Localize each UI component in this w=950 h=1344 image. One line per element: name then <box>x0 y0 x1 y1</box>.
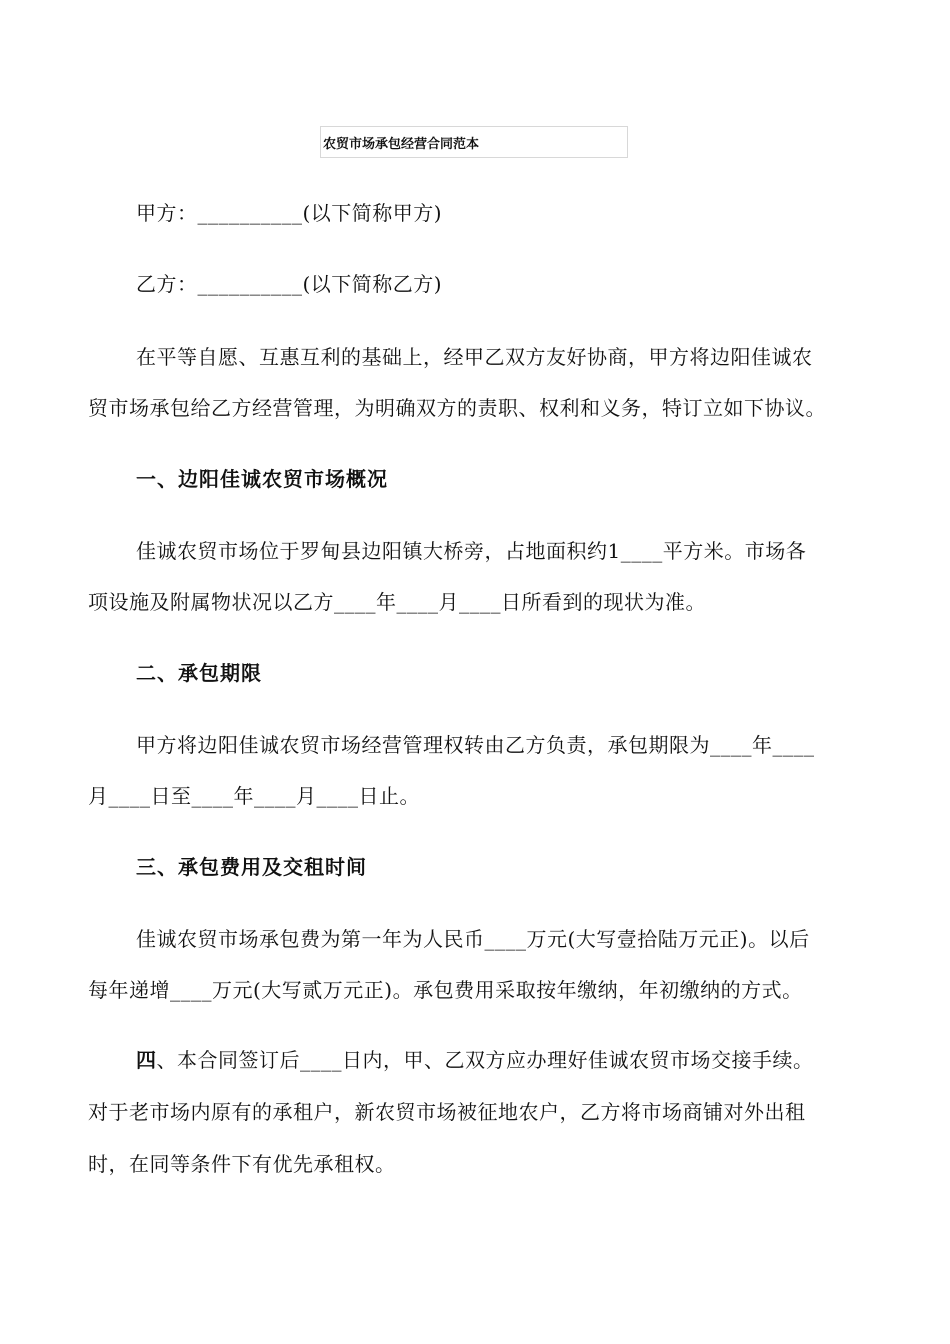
intro-line-2: 贸市场承包给乙方经营管理，为明确双方的责职、权利和义务，特订立如下协议。 <box>88 396 826 420</box>
document-title: 农贸市场承包经营合同范本 <box>323 137 480 152</box>
section-2-heading: 二、承包期限 <box>136 661 262 685</box>
intro-line-1: 在平等自愿、互惠互利的基础上，经甲乙双方友好协商，甲方将边阳佳诚农 <box>136 345 813 369</box>
section-4-line-2: 对于老市场内原有的承租户，新农贸市场被征地农户，乙方将市场商铺对外出租 <box>88 1100 806 1124</box>
section-1-heading: 一、边阳佳诚农贸市场概况 <box>136 467 388 491</box>
title-box <box>320 126 628 158</box>
section-1-line-2: 项设施及附属物状况以乙方____年____月____日所看到的现状为准。 <box>88 590 706 614</box>
section-3-line-1: 佳诚农贸市场承包费为第一年为人民币____万元(大写壹拾陆万元正)。以后 <box>136 927 810 951</box>
section-4-line-1 <box>136 1046 814 1074</box>
party-a-line: 甲方：__________(以下简称甲方) <box>136 201 443 225</box>
section-4-line-3: 时，在同等条件下有优先承租权。 <box>88 1152 396 1176</box>
section-2-line-1: 甲方将边阳佳诚农贸市场经营管理权转由乙方负责，承包期限为____年____ <box>136 733 815 757</box>
section-3-line-2: 每年递增____万元(大写贰万元正)。承包费用采取按年缴纳，年初缴纳的方式。 <box>88 978 803 1002</box>
party-b-line: 乙方：__________(以下简称乙方) <box>136 272 443 296</box>
section-3-heading: 三、承包费用及交租时间 <box>136 855 367 879</box>
section-2-line-2: 月____日至____年____月____日止。 <box>88 784 420 808</box>
section-4-lead: 四 <box>136 1048 157 1072</box>
section-1-line-1: 佳诚农贸市场位于罗甸县边阳镇大桥旁，占地面积约1____平方米。市场各 <box>136 539 807 563</box>
section-4-text-1: 、本合同签订后____日内，甲、乙双方应办理好佳诚农贸市场交接手续。 <box>156 1048 814 1072</box>
